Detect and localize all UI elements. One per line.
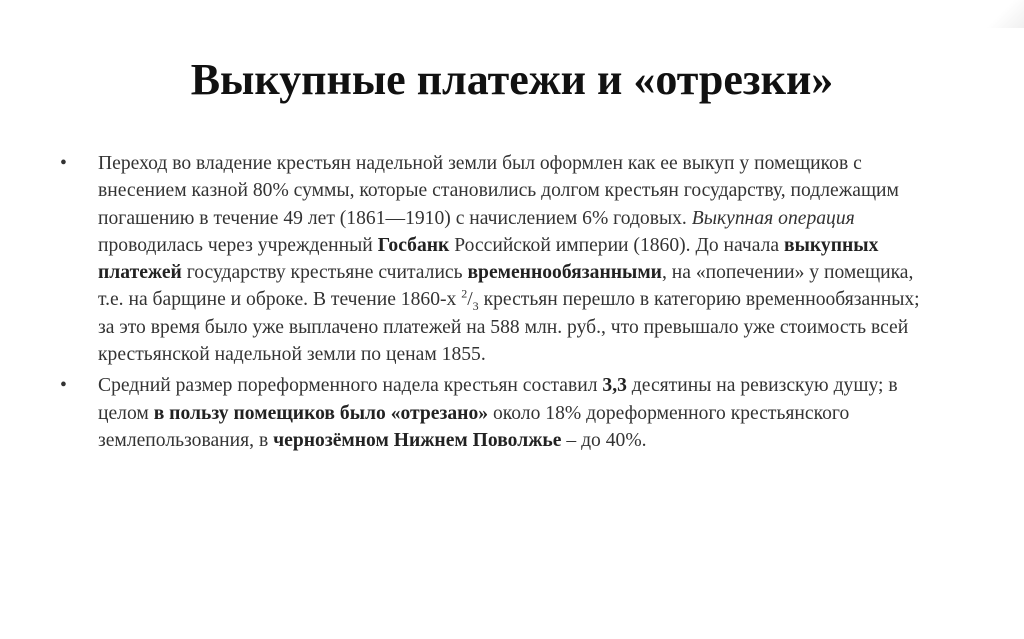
bullet-marker-2: •	[60, 375, 67, 397]
bullet-1-bold-gosbank: Госбанк	[377, 234, 450, 256]
bullet-2-text-4: – до 40%.	[561, 429, 647, 451]
fraction-numerator: 2	[461, 286, 468, 301]
bullet-item-1	[60, 150, 940, 368]
bullet-1-bold-payments: выкупных платежей	[98, 234, 879, 284]
bullet-1-italic-term: Выкупная операция	[691, 207, 855, 229]
bullet-1-text-2: проводилась через учрежденный	[98, 234, 378, 256]
bullet-2-text-3: около 18% дореформенного крестьянского землепользования, в	[98, 402, 850, 451]
fraction-slash: /	[467, 289, 473, 311]
bullet-1-text-4: государству крестьяне считались	[181, 262, 468, 284]
bullet-2-text-1: Средний размер пореформенного надела крестьян составил	[98, 375, 603, 397]
page-corner-decoration	[976, 0, 1024, 28]
bullet-marker-1: •	[60, 153, 67, 174]
bullet-item-2	[60, 372, 940, 454]
fraction-denominator: 3	[472, 299, 479, 314]
bullet-2-bold-cut: в пользу помещиков было «отрезано»	[153, 402, 489, 424]
bullet-1-text-1: Переход во владение крестьян надельной земли был оформлен как ее выкуп у помещиков с внесением казной 80% суммы, которые становились долгом крестьян государству, подлежащим погашению в течение 49 лет (1861—1910) с начислением 6% годовых.	[98, 153, 899, 229]
bullet-1-text-5: , на «попечении» у помещика, т.е. на барщине и оброке. В течение 1860-х	[98, 262, 914, 311]
bullet-2-text-2: десятины на ревизскую душу; в целом	[98, 375, 898, 424]
bullet-1-text-6: крестьян перешло в категорию временнообязанных; за это время было уже выплачено платежей на 588 млн. руб., что превышало уже стоимость всей крестьянской надельной земли по ценам 1855.	[98, 289, 920, 366]
bullet-1-bold-temporary: временнообязанными	[467, 262, 662, 284]
bullet-2-bold-size: 3,3	[602, 375, 627, 397]
bullet-1-text-3: Российской империи (1860). До начала	[449, 234, 785, 256]
bullet-list	[60, 150, 940, 458]
bullet-2-bold-region: чернозёмном Нижнем Поволжье	[273, 429, 562, 451]
slide-title: Выкупные платежи и «отрезки»	[190, 55, 834, 104]
